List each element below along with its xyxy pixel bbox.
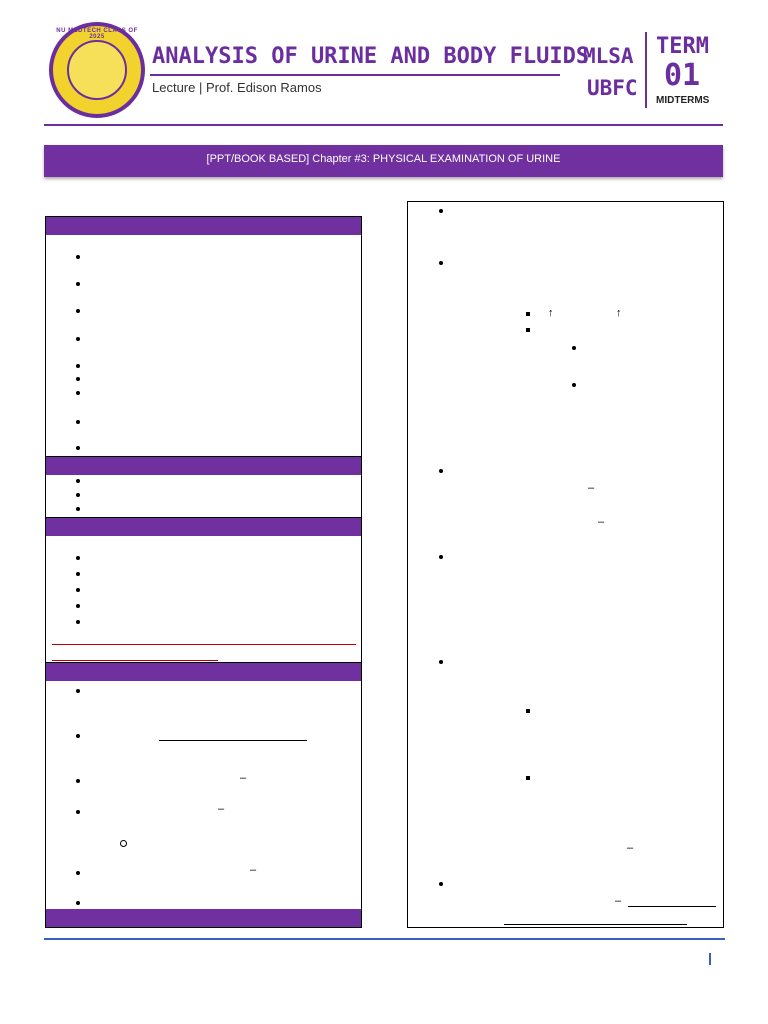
bullet (76, 588, 80, 592)
left-section-1 (45, 216, 362, 457)
chapter-banner: [PPT/BOOK BASED] Chapter #3: PHYSICAL EXAMINATION OF URINE (44, 145, 723, 177)
up-arrow-icon: ↑ (548, 307, 554, 319)
section-header-bar (46, 518, 361, 536)
section-header-bar (46, 217, 361, 235)
section-header-bar (46, 663, 361, 681)
bullet (76, 556, 80, 560)
square-bullet (526, 709, 530, 713)
header-rule (44, 124, 723, 126)
left-section-2 (45, 456, 362, 518)
page-number-marker (709, 953, 711, 965)
bullet (76, 446, 80, 450)
title-underline (150, 74, 560, 76)
square-bullet (526, 312, 530, 316)
bullet (439, 882, 443, 886)
logo-text: NU MEDTECH CLASS OF 2025 (56, 28, 138, 40)
up-arrow-icon: ↑ (616, 307, 622, 319)
header-divider (645, 32, 647, 108)
dash-mark: – (218, 803, 225, 815)
red-underline (52, 660, 218, 661)
bullet (439, 469, 443, 473)
dash-mark: – (588, 482, 595, 494)
sub-bullet (120, 840, 127, 847)
footer-rule (44, 938, 725, 940)
dash-mark: – (250, 864, 257, 876)
bullet (76, 810, 80, 814)
bullet (76, 507, 80, 511)
logo-seal-icon (67, 40, 127, 100)
bullet (76, 779, 80, 783)
course-code-line1: MLSA (583, 44, 634, 68)
dash-mark: – (627, 842, 634, 854)
bullet (76, 364, 80, 368)
section-footer-bar (46, 909, 361, 927)
bullet (76, 282, 80, 286)
bullet (76, 420, 80, 424)
bullet (76, 620, 80, 624)
left-section-4 (45, 662, 362, 928)
underline-blank (159, 740, 307, 741)
dash-mark: – (615, 895, 622, 907)
bullet (76, 604, 80, 608)
underline-blank (628, 906, 716, 907)
dash-mark: – (598, 516, 605, 528)
bullet (439, 261, 443, 265)
bullet (76, 391, 80, 395)
dash-mark: – (240, 772, 247, 784)
bullet (76, 479, 80, 483)
bullet (76, 309, 80, 313)
term-period: MIDTERMS (656, 95, 710, 106)
course-code-line2: UBFC (587, 76, 638, 100)
bullet (76, 572, 80, 576)
bullet (572, 346, 576, 350)
section-header-bar (46, 457, 361, 475)
bullet (76, 493, 80, 497)
bullet (76, 901, 80, 905)
class-logo (49, 22, 145, 118)
bullet (76, 377, 80, 381)
bullet (439, 555, 443, 559)
term-number: 01 (664, 58, 701, 93)
bullet (76, 689, 80, 693)
bullet (439, 660, 443, 664)
right-content-box (407, 201, 724, 928)
bullet (572, 383, 576, 387)
left-section-3 (45, 517, 362, 663)
bullet (76, 871, 80, 875)
document-subtitle: Lecture | Prof. Edison Ramos (152, 80, 322, 95)
bullet (76, 734, 80, 738)
square-bullet (526, 776, 530, 780)
red-underline (52, 644, 356, 645)
bullet (76, 337, 80, 341)
bullet (439, 209, 443, 213)
document-title: ANALYSIS OF URINE AND BODY FLUIDS (152, 44, 590, 69)
square-bullet (526, 328, 530, 332)
underline-blank (504, 924, 687, 925)
bullet (76, 255, 80, 259)
term-label: TERM (656, 34, 709, 59)
